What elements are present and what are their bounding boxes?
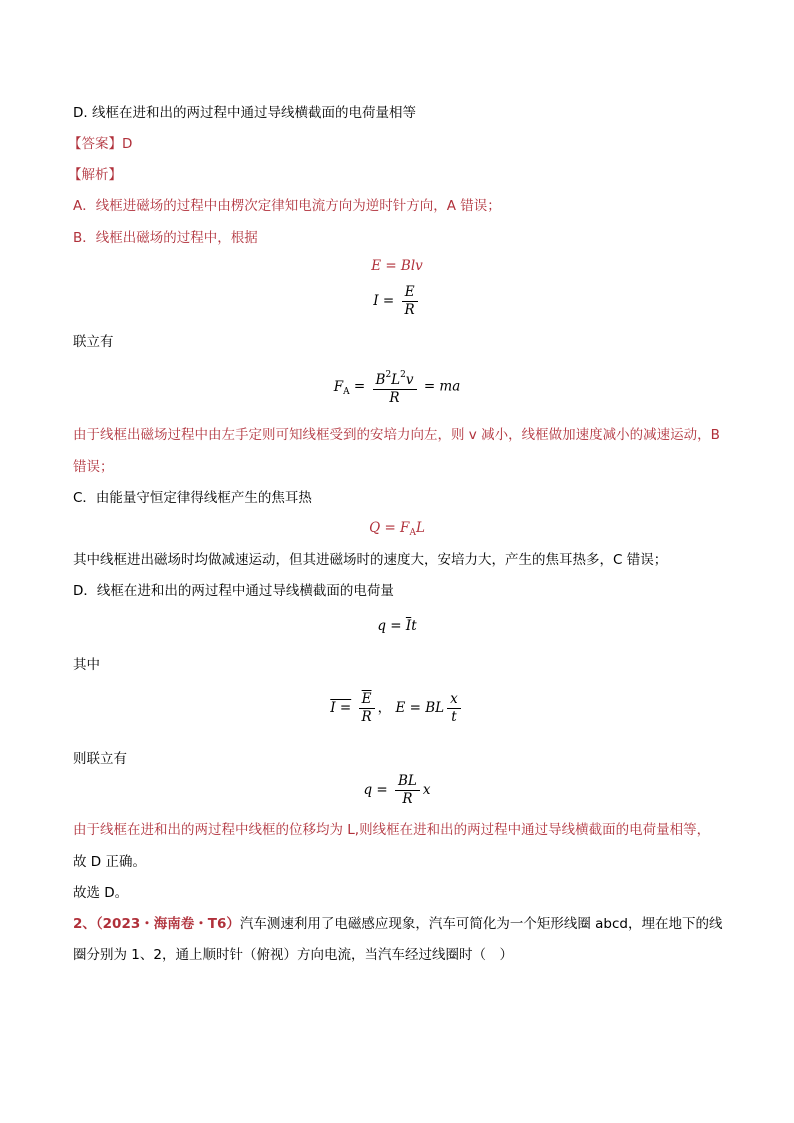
eq6-separator: ，: [377, 700, 392, 716]
choose-answer: 故选 D。: [73, 885, 129, 901]
eq3-f-sub: A: [343, 386, 350, 397]
eq3-b-sup: 2: [385, 370, 392, 380]
equation-charge-final: [0, 773, 794, 808]
eq3-denominator: R: [389, 390, 400, 406]
eq7-fraction: [395, 773, 420, 808]
equation-emf: [0, 258, 794, 274]
eq5-mean-current: $\overline{I}$: [405, 618, 412, 634]
eq4-lhs: Q = F: [369, 520, 410, 536]
question-2-source: （2023・海南卷・T6）: [95, 916, 240, 932]
equation-mean: [0, 691, 794, 726]
eq2-fraction: [402, 284, 418, 319]
option-d: D. 线框在进和出的两过程中通过导线横截面的电荷量相等: [73, 105, 416, 121]
lianli-label: 联立有: [73, 334, 114, 350]
analysis-label: 【解析】: [68, 167, 122, 183]
question-2-line1: [73, 915, 722, 933]
qizhong-label: 其中: [73, 657, 100, 673]
question-2-text1: 汽车测速利用了电磁感应现象，汽车可简化为一个矩形线圈 abcd，埋在地下的线: [239, 916, 723, 932]
eq5-lhs: q =: [377, 618, 402, 634]
eq2-numerator: E: [402, 284, 418, 302]
eq7-x: x: [422, 782, 431, 798]
eq3-equals: =: [353, 378, 366, 395]
eq3-numerator: [373, 367, 417, 390]
para-b2-line1: 由于线框出磁场过程中由左手定则可知线框受到的安培力向左，则 v 减小，线框做加速度减小的减速运动，B: [73, 427, 720, 443]
eq6-denominator2: t: [451, 709, 457, 725]
eq6-fraction: [359, 691, 375, 726]
para-c: C．由能量守恒定律得线框产生的焦耳热: [73, 490, 312, 506]
question-2-line2: 圈分别为 1、2，通上顺时针（俯视）方向电流，当汽车经过线圈时（ ）: [73, 947, 513, 963]
equation-emf-text: E = Blv: [371, 258, 423, 274]
eq6-numerator: $\overline{E}$: [359, 691, 375, 709]
equation-charge: [0, 618, 794, 634]
eq4-rhs: L: [415, 520, 425, 536]
equation-current: [0, 284, 794, 319]
answer-label: 【答案】D: [68, 136, 133, 152]
eq6-e: E = BL: [395, 700, 445, 716]
eq6-lhs: [330, 700, 351, 716]
para-c2: 其中线框进出磁场时均做减速运动，但其进磁场时的速度大，安培力大，产生的焦耳热多，C 错误；: [73, 552, 668, 568]
eq3-f: F: [333, 378, 344, 395]
eq6-fraction2: [447, 691, 461, 726]
eq4-sub: A: [409, 528, 416, 538]
para-b2-line2: 错误；: [73, 459, 114, 475]
eq7-denominator: R: [402, 791, 413, 807]
question-2-number: 2、: [73, 916, 96, 932]
eq3-l-sup: 2: [400, 370, 406, 380]
eq6-numerator2: x: [447, 691, 461, 709]
eq2-denominator: R: [404, 302, 415, 318]
eq3-b: B: [375, 372, 386, 388]
eq2-lhs: I =: [373, 293, 395, 309]
eq3-lhs: [334, 379, 350, 395]
eq3-fraction: [373, 367, 417, 407]
conclusion-line2: 故 D 正确。: [73, 854, 146, 870]
eq5-t: t: [411, 618, 417, 634]
eq3-l: L: [391, 372, 401, 388]
equation-force: [0, 367, 794, 407]
conclusion-line1: 由于线框在进和出的两过程中线框的位移均为 L,则线框在进和出的两过程中通过导线横截面的电荷量相等，: [73, 822, 711, 838]
zelianli-label: 则联立有: [73, 751, 127, 767]
para-a: A．线框进磁场的过程中由楞次定律知电流方向为逆时针方向，A 错误；: [73, 198, 501, 214]
eq6-mean-i: I =: [330, 700, 352, 716]
para-d: D．线框在进和出的两过程中通过导线横截面的电荷量: [73, 583, 394, 599]
para-b: B．线框出磁场的过程中，根据: [73, 230, 258, 246]
eq3-v: v: [405, 372, 414, 388]
eq3-rhs: = ma: [423, 378, 461, 395]
eq7-lhs: q =: [363, 782, 388, 798]
equation-heat: [0, 520, 794, 538]
eq6-denominator: R: [361, 709, 372, 725]
eq7-numerator: BL: [395, 773, 420, 791]
